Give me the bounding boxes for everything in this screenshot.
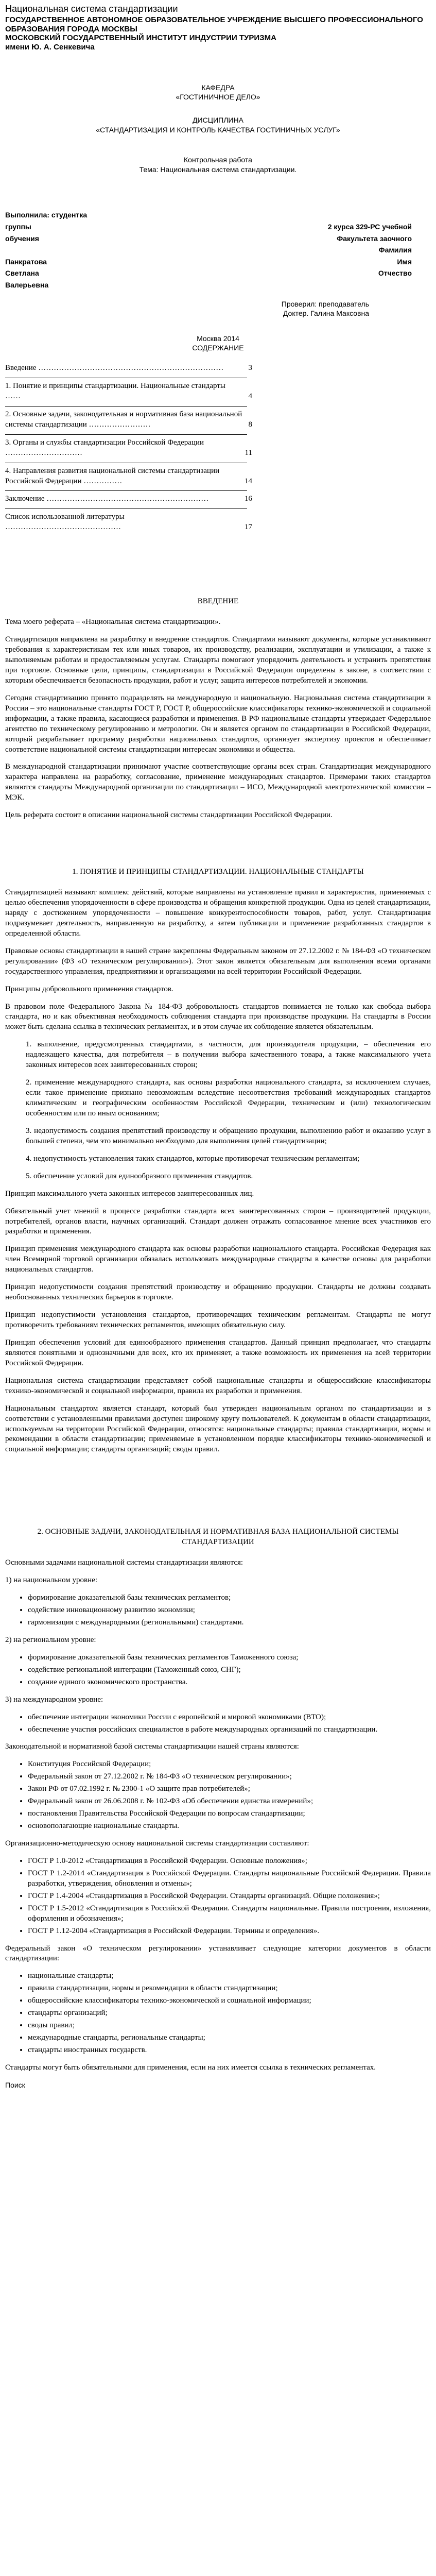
s2-p4: Стандарты могут быть обязательными для применения, если на них имеется ссылка в технических регламентах. xyxy=(5,2063,376,2072)
study-row xyxy=(5,234,412,244)
list-item: • ГОСТ Р 1.2-2014 «Стандартизация в Российской Федерации. Стандарты национальные Российской Федерации. Правила разработки, утверждения, обновления и отмены»; xyxy=(28,1869,431,1889)
list-item: • Федеральный закон от 26.06.2008 г. № 102-ФЗ «Об обеспечении единства измерений»; xyxy=(28,1797,431,1807)
list-item: • обеспечение интеграции экономики России с европейской и мировой экономиками (ВТО); xyxy=(28,1713,431,1723)
intro-p5: Цель реферата состоит в описании национальной системы стандартизации Российской Федерации. xyxy=(5,811,333,820)
s2-nat-list xyxy=(21,1593,431,1628)
doc-type: Национальная система стандартизации xyxy=(5,4,178,14)
s1-p3: Принципы добровольного применения стандартов. xyxy=(5,985,173,993)
s2-p1: Законодательной и нормативной базой системы стандартизации нашей страны являются: xyxy=(5,1742,299,1751)
section2-title: 2. ОСНОВНЫЕ ЗАДАЧИ, ЗАКОНОДАТЕЛЬНАЯ И НОРМАТИВНАЯ БАЗА НАЦИОНАЛЬНОЙ СИСТЕМЫ СТАНДАРТИЗАЦИИ xyxy=(37,1528,399,1547)
s1-p2: Правовые основы стандартизации в нашей стране закреплены Федеральным законом от 27.12.2002 г. № 184-ФЗ «О техническом регулировании» (ФЗ «О техническом регулировании»). Этот закон является обязательным для выполнения всеми органами государственного управления, предприятиями и организациями на всей территории Российской Федерации. xyxy=(5,946,431,976)
list-item: • ГОСТ Р 1.4-2004 «Стандартизация в Российской Федерации. Стандарты организаций. Общие положения»; xyxy=(28,1891,431,1902)
performed-row xyxy=(5,210,412,220)
city-year: Москва 2014 xyxy=(197,334,239,343)
s1-p1: Стандартизацией называют комплекс действий, которые направлены на установление правил и характеристик, применяемых с целью обеспечения упорядоченности в сфере производства и обращения конкретной продукции. Одна из целей стандартизации, наряду с достижением упорядоченности – повышение конкурентоспособности товаров, работ, услуг. Стандартизация подразумевает деятельность, направленную на разработку, а затем публикации и применение разработанных стандартов в определенной области. xyxy=(5,888,431,938)
intro-p1: Тема моего реферата – «Национальная система стандартизации». xyxy=(5,618,221,626)
list-item: • формирование доказательной базы технических регламентов Таможенного союза; xyxy=(28,1653,431,1663)
list-item: • правила стандартизации, нормы и рекомендации в области стандартизации; xyxy=(28,1984,431,1994)
s2-reg-label: 2) на региональном уровне: xyxy=(5,1635,96,1644)
intro-p3: Сегодня стандартизацию принято подразделять на международную и национальную. Национальная система стандартизации в России – это национальные стандарты ГОСТ Р, ГОСТ Р, общероссийские классификаторы технико-экономической и социальной информации, а также правила, касающиеся разработки и применения. В РФ национальные стандарты утверждает Федеральное агентство по техническому регулированию и метрологии. Он и является органом по стандартизации в Российской Федерации, который разрабатывает программу разработки национальных стандартов, организует экспертизу проектов и обеспечивает соответствие национальной системы стандартизации интересам экономики и общества. xyxy=(5,693,431,754)
surname-row xyxy=(5,245,412,255)
teacher: Доктер. Галина Максовна xyxy=(283,309,369,318)
s2-p2: Организационно-методическую основу национальной системы стандартизации составляют: xyxy=(5,1839,309,1848)
department-label: КАФЕДРА xyxy=(201,83,235,92)
list-item: • обеспечение участия российских специалистов в работе международных организаций по стандартизации. xyxy=(28,1725,431,1735)
toc-item[interactable]: Заключение ……………………………………………………… 16 xyxy=(5,495,252,503)
s1-p12: Национальным стандартом является стандарт, который был утвержден национальным органом по стандартизации и в соответствии с установленными правилами доступен широкому кругу пользователей. К документам в области стандартизации, используемым на территории Российской Федерации, относятся: национальные стандарты; правила стандартизации, нормы и рекомендации в области стандартизации; применяемые в установленном порядке классификаторы технико-экономической и социальной информации; стандарты организаций; своды правил. xyxy=(5,1404,431,1454)
list-item: 4. недопустимость установления таких стандартов, которые противоречат техническим регламентам; xyxy=(26,1154,360,1163)
list-item: • общероссийские классификаторы технико-экономической и социальной информации; xyxy=(28,1996,431,2006)
study-label: обучения xyxy=(5,234,39,243)
toc xyxy=(5,363,431,533)
list-item: • постановления Правительства Российской Федерации по вопросам стандартизации; xyxy=(28,1809,431,1819)
s2-intro: Основными задачами национальной системы стандартизации являются: xyxy=(5,1558,243,1567)
list-item: • ГОСТ Р 1.5-2012 «Стандартизация в Российской Федерации. Стандарты национальные. Правила построения, изложения, оформления и обозначения»; xyxy=(28,1904,431,1924)
list-item: • содействие региональной интеграции (Таможенный союз, СНГ); xyxy=(28,1665,431,1675)
s2-p3: Федеральный закон «О техническом регулировании» устанавливает следующие категории документов в области стандартизации: xyxy=(5,1944,431,1963)
s2-cat-list xyxy=(21,1971,431,2056)
toc-title: СОДЕРЖАНИЕ xyxy=(192,344,244,352)
toc-item[interactable]: 3. Органы и службы стандартизации Российской Федерации ………………………… 11 xyxy=(5,438,252,457)
list-item: • своды правил; xyxy=(28,2021,431,2031)
faculty-value: Факультета заочного xyxy=(337,234,412,243)
s1-p6: Обязательный учет мнений в процессе разработки стандарта всех заинтересованных сторон – производителей продукции, потребителей, органов власти, научных организаций. Стандарт должен отражать согласованное мнение всех участников его разработки и применения. xyxy=(5,1207,431,1236)
patronymic-label: Отчество xyxy=(378,269,412,278)
discipline-name: «СТАНДАРТИЗАЦИЯ И КОНТРОЛЬ КАЧЕСТВА ГОСТИНИЧНЫХ УСЛУГ» xyxy=(96,125,340,134)
s1-list xyxy=(26,1040,431,1181)
topic: Тема: Национальная система стандартизации. xyxy=(139,165,297,174)
list-item: • стандарты организаций; xyxy=(28,2008,431,2019)
list-item: • ГОСТ Р 1.0-2012 «Стандартизация в Российской Федерации. Основные положения»; xyxy=(28,1856,431,1867)
s1-p4: В правовом поле Федерального Закона № 184-ФЗ добровольность стандартов понимается не только как свобода выбора стандарта, но и как объективная необходимость соблюдения стандарта при производстве продукции. На стандарты в России может быть сделана ссылка в технических регламентах, и в этом случае их соблюдение является обязательным. xyxy=(5,1002,431,1031)
name-row xyxy=(5,268,412,278)
s1-p7: Принцип применения международного стандарта как основы разработки национального стандарта. Российская Федерация как член Всемирной торговой организации обязалась использовать международные стандарты в качестве основы для разработки национальных стандартов. xyxy=(5,1245,431,1274)
s2-org-list xyxy=(21,1856,431,1937)
list-item: • Конституция Российской Федерации; xyxy=(28,1759,431,1770)
list-item: • ГОСТ Р 1.12-2004 «Стандартизация в Российской Федерации. Термины и определения». xyxy=(28,1926,431,1937)
list-item: • стандарты иностранных государств. xyxy=(28,2045,431,2056)
toc-item[interactable]: Введение ……………………………………………………………… 3 xyxy=(5,364,252,372)
s2-reg-list xyxy=(21,1653,431,1688)
checked-by: Проверил: преподаватель xyxy=(281,299,369,308)
list-item: 5. обеспечение условий для единообразного применения стандартов. xyxy=(26,1172,253,1180)
surname-value: Панкратова xyxy=(5,257,47,266)
list-item: 2. применение международного стандарта, как основы разработки национального стандарта, за исключением случаев, если такое применение признано невозможным вследствие несоответствия требований международных стандартов климатическим и географическим особенностям Российской Федерации, техническим и (или) технологическим особенностям или по иным основаниям; xyxy=(26,1078,431,1117)
surname-value-row xyxy=(5,257,412,267)
s1-p5: Принцип максимального учета законных интересов заинтересованных лиц. xyxy=(5,1189,254,1198)
s1-p11: Национальная система стандартизации представляет собой национальные стандарты и общероссийские классификаторы технико-экономической и социальной информации, правила их разработки и применения. xyxy=(5,1376,431,1395)
toc-item[interactable]: Список использованной литературы ……………………………………… 17 xyxy=(5,513,252,532)
s1-p10: Принцип обеспечения условий для единообразного применения стандартов. Данный принцип предполагает, что стандарты являются понятными и однозначными для всех, кто их применяет, а также возможность их применения на всей территории Российской Федерации. xyxy=(5,1338,431,1367)
group-row xyxy=(5,222,412,232)
toc-item[interactable]: 2. Основные задачи, законодательная и нормативная база национальной системы стандартизации …………………… 8 xyxy=(5,410,252,429)
section1-title: 1. ПОНЯТИЕ И ПРИНЦИПЫ СТАНДАРТИЗАЦИИ. НАЦИОНАЛЬНЫЕ СТАНДАРТЫ xyxy=(72,868,364,876)
group-label: группы xyxy=(5,222,31,231)
patronymic-value: Валерьевна xyxy=(5,281,49,289)
work-type: Контрольная работа xyxy=(184,156,252,164)
course-value: 2 курса 329-РС учебной xyxy=(327,222,412,231)
search-link[interactable]: Поиск xyxy=(5,2080,25,2089)
name-value: Светлана xyxy=(5,269,39,278)
s1-p9: Принцип недопустимости установления стандартов, противоречащих техническим регламентам. Стандарты не могут противоречить требованиям технических регламентов, имеющих обязательную силу. xyxy=(5,1311,431,1330)
org-line1: ГОСУДАРСТВЕННОЕ АВТОНОМНОЕ ОБРАЗОВАТЕЛЬНОЕ УЧРЕЖДЕНИЕ ВЫСШЕГО ПРОФЕССИОНАЛЬНОГО ОБРАЗОВАНИЯ ГОРОДА МОСКВЫ xyxy=(5,15,423,33)
name-label: Имя xyxy=(397,257,412,266)
patronymic-row xyxy=(5,280,412,290)
s2-law-list xyxy=(21,1759,431,1832)
s2-nat-label: 1) на национальном уровне: xyxy=(5,1576,97,1585)
list-item: • гармонизация с международными (региональными) стандартами. xyxy=(28,1618,431,1628)
intro-p2: Стандартизация направлена на разработку и внедрение стандартов. Стандартами называют документы, которые устанавливают требования к характеристикам тех или иных товаров, их производству, реализации, эксплуатации и утилизации, а также к выполняемым работам и предоставляемым услугам. Стандарты помогают упорядочить деятельность и устранить препятствия при торговле. Основные цели, принципы, стандартизации в Российской Федерации определены в законе, в соответствии с которым обеспечивается безопасность продукции, работ и услуг, защита интересов потребителей и экономии. xyxy=(5,635,431,685)
s1-p8: Принцип недопустимости создания препятствий производству и обращению продукции. Стандарты не должны создавать необоснованных технических барьеров в торговле. xyxy=(5,1283,431,1302)
list-item: • основополагающие национальные стандарты. xyxy=(28,1821,431,1832)
list-item: 3. недопустимость создания препятствий производству и обращению продукции, выполнению работ и оказанию услуг в большей степени, чем это минимально необходимо для выполнения целей стандартизации; xyxy=(26,1126,431,1145)
list-item: • Закон РФ от 07.02.1992 г. № 2300-1 «О защите прав потребителей»; xyxy=(28,1784,431,1794)
toc-item[interactable]: 1. Понятие и принципы стандартизации. Национальные стандарты …… 4 xyxy=(5,381,252,400)
list-item: • Федеральный закон от 27.12.2002 г. № 184-ФЗ «О техническом регулировании»; xyxy=(28,1772,431,1782)
department-name: «ГОСТИНИЧНОЕ ДЕЛО» xyxy=(176,93,260,101)
surname-label: Фамилия xyxy=(378,246,412,255)
toc-item[interactable]: 4. Направления развития национальной системы стандартизации Российской Федерации …………… 14 xyxy=(5,466,252,485)
discipline-label: ДИСЦИПЛИНА xyxy=(193,115,243,124)
s2-int-label: 3) на международном уровне: xyxy=(5,1695,103,1704)
intro-title: ВВЕДЕНИЕ xyxy=(197,597,239,606)
list-item: • международные стандарты, региональные стандарты; xyxy=(28,2033,431,2043)
org-line2: МОСКОВСКИЙ ГОСУДАРСТВЕННЫЙ ИНСТИТУТ ИНДУСТРИИ ТУРИЗМА xyxy=(5,33,276,43)
org-line3: имени Ю. А. Сенкевича xyxy=(5,43,95,52)
list-item: • национальные стандарты; xyxy=(28,1971,431,1981)
s2-int-list xyxy=(21,1713,431,1735)
list-item: • содействие инновационному развитию экономики; xyxy=(28,1605,431,1616)
list-item: • формирование доказательной базы технических регламентов; xyxy=(28,1593,431,1603)
performed-label: Выполнила: студентка xyxy=(5,211,88,219)
intro-p4: В международной стандартизации принимают участие соответствующие органы всех стран. Стандартизация международного характера направлена на разработку, согласование, применение международных стандартов. Примерами таких стандартов являются стандарты Международной организации по стандартизации – ИСО, Международной электротехнической комиссии – МЭК. xyxy=(5,762,431,802)
list-item: 1. выполнение, предусмотренных стандартами, в частности, для производителя продукции, – обеспечения его надлежащего качества, для потребителя – в получении выбора качественного товара, а также максимального учета законных интересов всех заинтересованных сторон; xyxy=(26,1040,431,1070)
list-item: • создание единого экономического пространства. xyxy=(28,1677,431,1688)
